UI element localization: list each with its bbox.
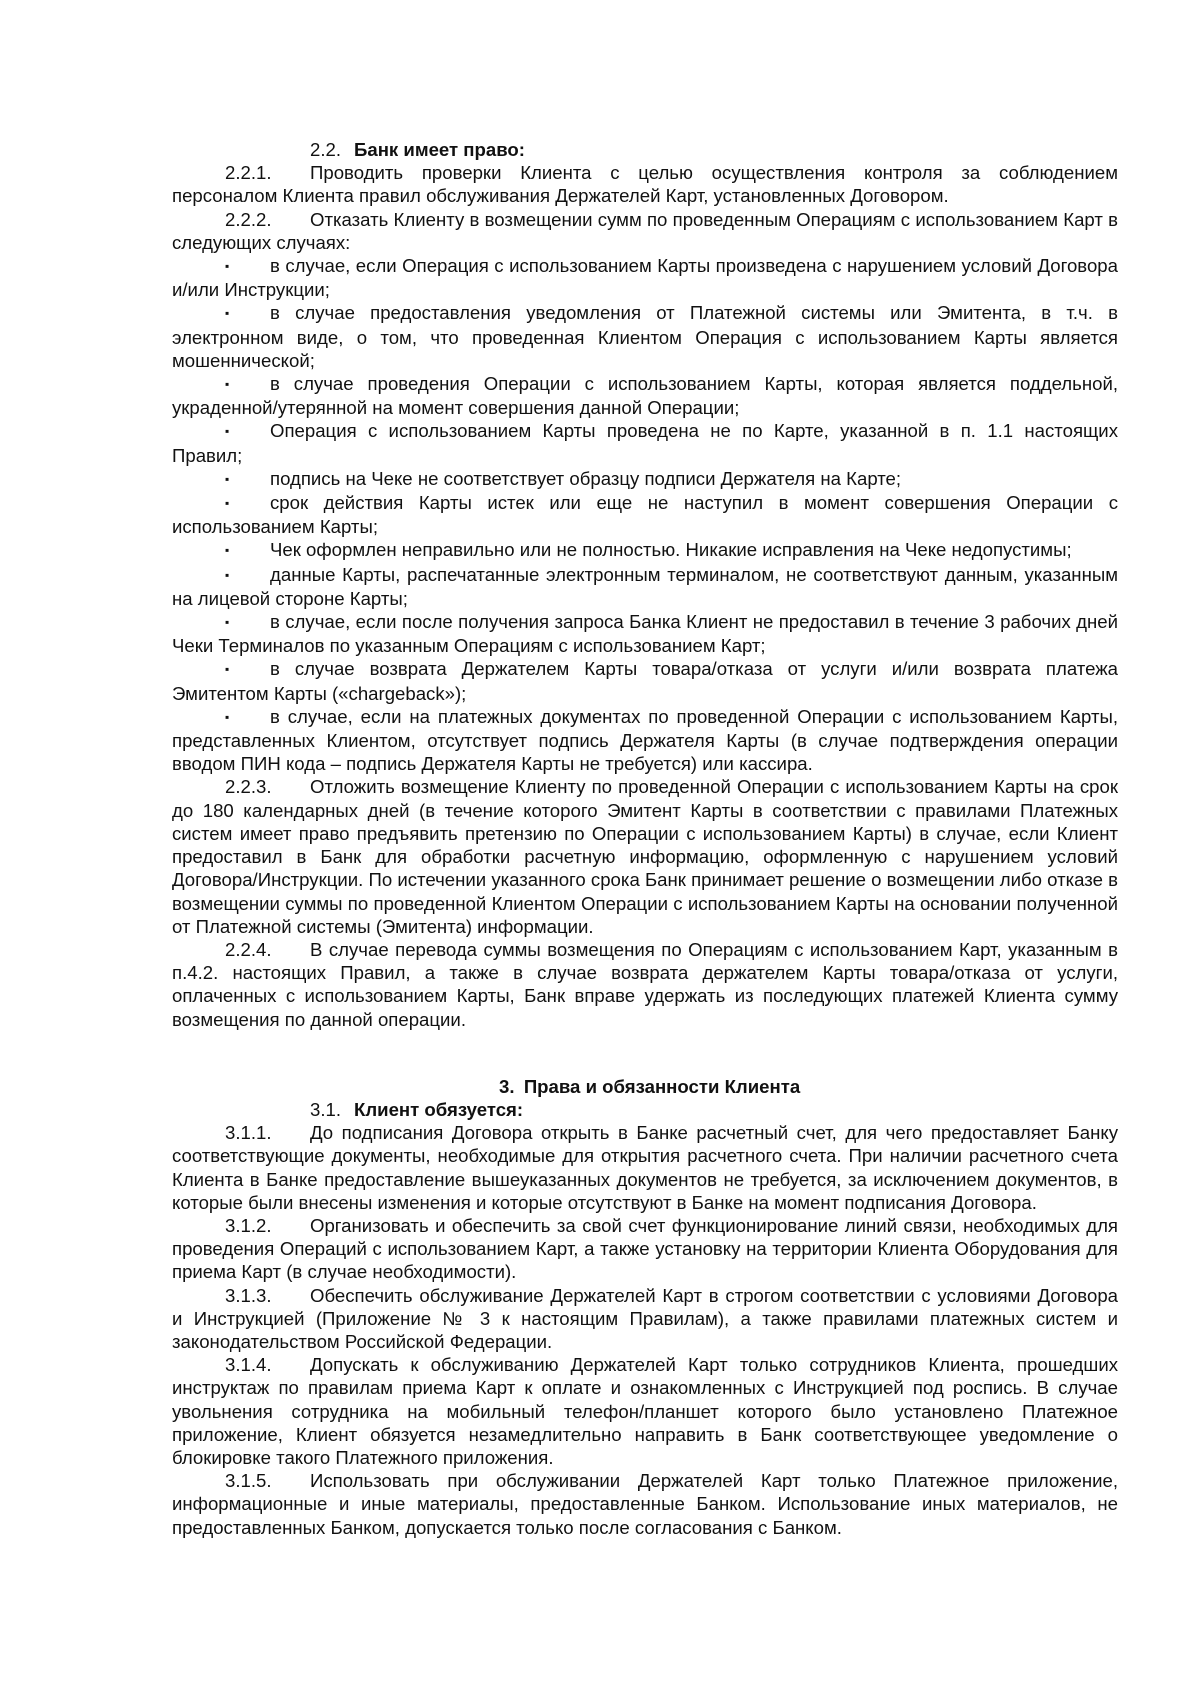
clause-number: 2.2.1. [225,162,272,184]
list-item [172,419,1118,466]
list-item-text: в случае, если после получения запроса Банка Клиент не предоставил в течение 3 рабочих дней Чеки Терминалов по указанным Операциям с использованием Карт; [172,611,1118,657]
subsection-number: 2.2. [310,139,342,160]
clause-number: 2.2.2. [225,208,272,230]
clause-3-1-2 [172,1214,1118,1284]
document-page [172,138,1118,1539]
section-heading-3 [172,1075,1118,1098]
subsection-heading-2-2 [310,138,1118,161]
list-item-text: в случае проведения Операции с использованием Карты, которая является поддельной, украденной/утерянной на момент совершения данной Операции; [172,373,1118,419]
clause-3-1-1 [172,1121,1118,1214]
bullet-square-icon: ▪ [225,496,230,511]
clause-2-2-2 [172,208,1118,254]
clause-3-1-5 [172,1469,1118,1539]
list-item-text: в случае возврата Держателем Карты товара/отказа от услуги и/или возврата платежа Эмитентом Карты («chargeback»); [172,658,1118,704]
clause-text: До подписания Договора открыть в Банке расчетный счет, для чего предоставляет Банку соответствующие документы, необходимые для открытия расчетного счета. При наличии расчетного счета Клиента в Банке предоставление вышеуказанных документов не требуется, за исключением документов, в которые были внесены изменения и которые отсутствуют в Банке на момент подписания Договора. [172,1122,1118,1213]
clause-number: 2.2.3. [225,776,272,798]
list-item [172,301,1118,372]
bullet-square-icon: ▪ [225,543,230,558]
list-item [172,254,1118,301]
bullet-square-icon: ▪ [225,306,230,321]
bullet-square-icon: ▪ [225,259,230,274]
clause-text: Организовать и обеспечить за свой счет функционирование линий связи, необходимых для проведения Операций с использованием Карт, а также установку на территории Клиента Оборудования для приема Карт (в случае необходимости). [172,1214,1118,1283]
clause-3-1-4 [172,1353,1118,1469]
list-item [172,467,1118,491]
clause-2-2-3 [172,775,1118,937]
clause-text: Допускать к обслуживанию Держателей Карт только сотрудников Клиента, прошедших инструктаж по правилам приема Карт к оплате и ознакомленных с Инструкцией под роспись. В случае увольнения сотрудника на мобильный телефон/планшет которого было установлено Платежное приложение, Клиент обязуется незамедлительно направить в Банк соответствующее уведомление о блокировке такого Платежного приложения. [172,1354,1118,1468]
list-item [172,610,1118,657]
list-item-text: Операция с использованием Карты проведена не по Карте, указанной в п. 1.1 настоящих Правил; [172,420,1118,466]
clause-text: Использовать при обслуживании Держателей Карт только Платежное приложение, информационные и иные материалы, предоставленные Банком. Использование иных материалов, не предоставленных Банком, допускается только после согласования с Банком. [172,1470,1118,1538]
subsection-number: 3.1. [310,1098,342,1120]
list-item [172,538,1118,562]
bullet-square-icon: ▪ [225,709,230,724]
bullet-square-icon: ▪ [225,567,230,582]
list-item [172,657,1118,704]
clause-number: 3.1.1. [225,1122,272,1144]
clause-text: Обеспечить обслуживание Держателей Карт в строгом соответствии с условиями Договора и Инструкцией (Приложение № 3 к настоящим Правилам), а также правилами платежных систем и законодательством Российской Федерации. [172,1284,1118,1352]
clause-text: Проводить проверки Клиента с целью осуществления контроля за соблюдением персоналом Клиента правил обслуживания Держателей Карт, установленных Договором. [172,162,1118,207]
clause-2-2-1 [172,161,1118,207]
list-item-text: в случае, если Операция с использованием Карты произведена с нарушением условий Договора и/или Инструкции; [172,255,1118,301]
clause-number: 3.1.2. [225,1214,272,1236]
clause-text: Отложить возмещение Клиенту по проведенной Операции с использованием Карты на срок до 180 календарных дней (в течение которого Эмитент Карты в соответствии с правилами Платежных систем имеет право предъявить претензию по Операции с использованием Карты) в случае, если Клиент предоставил в Банк для обработки расчетную информацию, оформленную с нарушением условий Договора/Инструкции. По истечении указанного срока Банк принимает решение о возмещении либо отказе в возмещении суммы по проведенной Клиентом Операции с использованием Карты на основании полученной от Платежной системы (Эмитента) информации. [172,776,1118,937]
clause-text: Отказать Клиенту в возмещении сумм по проведенным Операциям с использованием Карт в следующих случаях: [172,208,1118,253]
bullet-square-icon: ▪ [225,615,230,630]
clause-2-2-4 [172,938,1118,1031]
list-item [172,372,1118,419]
subsection-label: Банк имеет право: [354,139,525,160]
list-item-text: в случае предоставления уведомления от Платежной системы или Эмитента, в т.ч. в электронном виде, о том, что проведенная Клиентом Операция с использованием Карты является мошеннической; [172,302,1118,371]
bullet-square-icon: ▪ [225,471,230,486]
bullet-square-icon: ▪ [225,662,230,677]
list-item [172,705,1118,776]
list-item-text: в случае, если на платежных документах по проведенной Операции с использованием Карты, представленных Клиентом, отсутствует подпись Держателя Карты (в случае подтверждения операции вводом ПИН кода – подпись Держателя Карты не требуется) или кассира. [172,705,1118,775]
list-item-text: данные Карты, распечатанные электронным терминалом, не соответствуют данным, указанным на лицевой стороне Карты; [172,563,1118,609]
section-title: Права и обязанности Клиента [523,1075,801,1097]
subsection-heading-3-1 [310,1098,1118,1121]
list-item-text: подпись на Чеке не соответствует образцу подписи Держателя на Карте; [270,467,902,489]
list-item [172,491,1118,538]
clause-number: 3.1.4. [225,1354,272,1376]
clause-number: 3.1.3. [225,1284,272,1306]
bullet-square-icon: ▪ [225,424,230,439]
bullet-square-icon: ▪ [225,377,230,392]
list-item-text: срок действия Карты истек или еще не наступил в момент совершения Операции с использованием Карты; [172,492,1118,538]
clause-3-1-3 [172,1284,1118,1354]
clause-number: 3.1.5. [225,1470,272,1492]
section-number: 3. [499,1075,515,1097]
subsection-label: Клиент обязуется: [354,1098,524,1120]
list-item-text: Чек оформлен неправильно или не полностью. Никакие исправления на Чеке недопустимы; [270,539,1072,561]
list-item [172,563,1118,610]
clause-number: 2.2.4. [225,938,272,960]
clause-text: В случае перевода суммы возмещения по Операциям с использованием Карт, указанным в п.4.2. настоящих Правил, а также в случае возврата держателем Карты товара/отказа от услуги, оплаченных с использованием Карты, Банк вправе удержать из последующих платежей Клиента сумму возмещения по данной операции. [172,938,1118,1030]
